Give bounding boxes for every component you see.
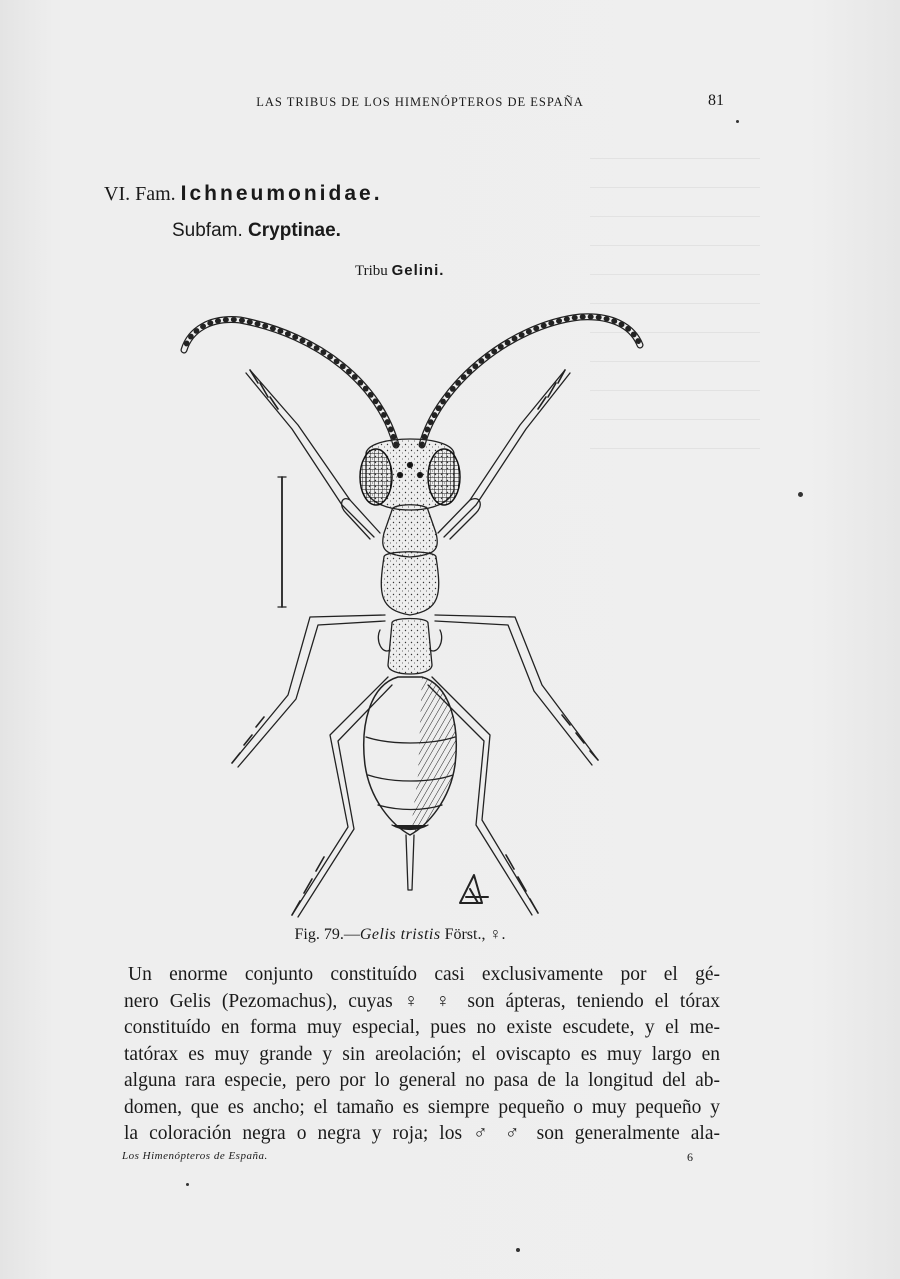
tribe-name: Gelini. (391, 262, 445, 279)
paper-speck (186, 1183, 189, 1186)
body-line: nero Gelis (Pezomachus), cuyas ♀ ♀ son ápteras, teniendo el tórax (124, 990, 720, 1012)
subfamily-prefix: Subfam. (172, 220, 243, 241)
wasp-petiole (378, 619, 441, 675)
right-antenna (422, 317, 640, 445)
caption-sex: ♀. (489, 926, 506, 943)
footer-signature: 6 (687, 1150, 693, 1164)
body-line: tatórax es muy grande y sin areolación; el oviscapto es muy largo en (124, 1043, 720, 1065)
wasp-head (360, 439, 460, 510)
wasp-ovipositor (406, 835, 414, 890)
paper-speck (516, 1248, 520, 1252)
body-line: Un enorme conjunto constituído casi exclusivamente por el gé- (128, 964, 720, 985)
body-line: domen, que es ancho; el tamaño es siempre pequeño o muy pequeño y (124, 1096, 720, 1118)
scale-bar (278, 477, 286, 607)
body-line: la coloración negra o negra y roja; los ♂ ♂ son generalmente ala- (124, 1123, 720, 1144)
subfamily-heading (172, 220, 341, 242)
caption-author: Först., (444, 926, 486, 943)
running-head: LAS TRIBUS DE LOS HIMENÓPTEROS DE ESPAÑA (256, 95, 584, 109)
hind-legs (292, 677, 538, 917)
subfamily-name: Cryptinae. (248, 220, 341, 241)
body-line: alguna rara especie, pero por lo general no pasa de la longitud del ab- (124, 1070, 720, 1091)
wasp-figure (170, 305, 650, 920)
family-prefix: VI. Fam. (104, 183, 176, 205)
tribe-prefix: Tribu (355, 263, 388, 279)
tribe-heading (355, 262, 444, 280)
body-line: constituído en forma muy especial, pues no existe escudete, y el me- (124, 1017, 720, 1038)
page-number: 81 (708, 92, 724, 109)
paper-speck (798, 492, 803, 497)
wasp-illustration (170, 305, 650, 920)
footer-book-title: Los Himenópteros de España. (122, 1150, 268, 1162)
caption-prefix: Fig. 79.— (294, 926, 360, 943)
family-name: Ichneumonidae. (180, 182, 383, 205)
paper-speck (736, 120, 739, 123)
caption-species: Gelis tristis (359, 926, 441, 943)
family-heading (104, 182, 383, 206)
figure-caption (0, 926, 800, 944)
body-paragraph (124, 962, 720, 1148)
illustrator-monogram (460, 875, 488, 903)
wasp-thorax (381, 505, 438, 615)
